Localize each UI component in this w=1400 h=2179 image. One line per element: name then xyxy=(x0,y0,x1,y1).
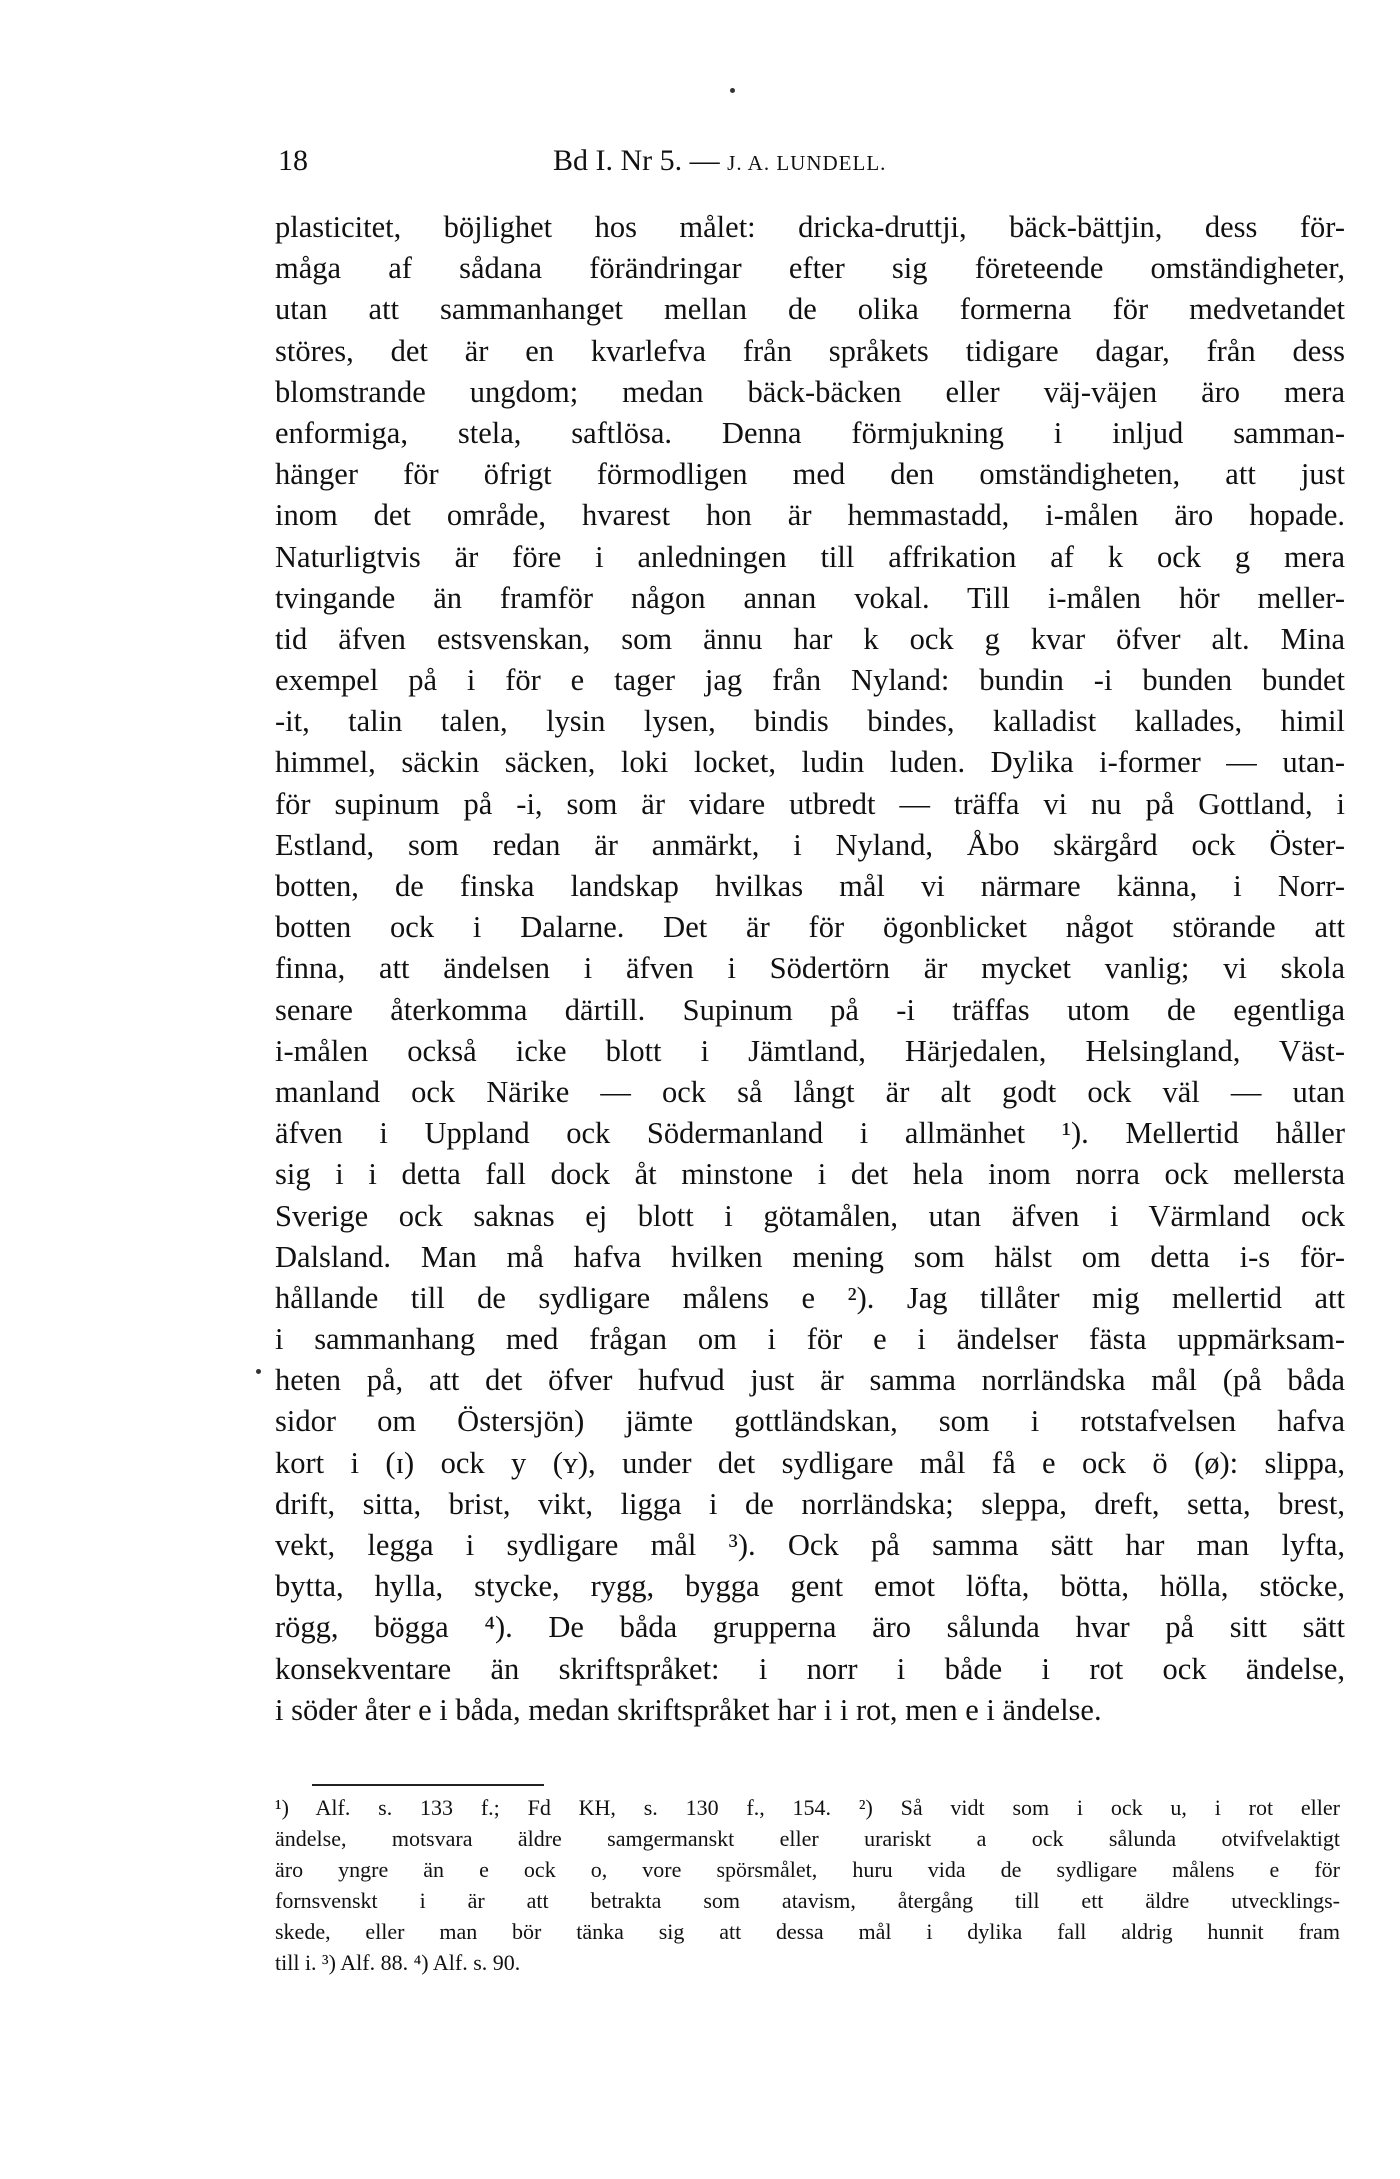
text-line: kort i (ɪ) ock y (ʏ), under det sydligare mål få e ock ö (ø): slippa, xyxy=(275,1445,1345,1480)
footnote-line: till i. ³) Alf. 88. ⁴) Alf. s. 90. xyxy=(275,1950,521,1975)
text-line: Dalsland. Man må hafva hvilken mening som hälst om detta i-s för- xyxy=(275,1239,1345,1274)
text-line: enformiga, stela, saftlösa. Denna förmjukning i inljud samman- xyxy=(275,415,1345,450)
running-title xyxy=(553,138,886,186)
text-line: Sverige ock saknas ej blott i götamålen, utan äfven i Värmland ock xyxy=(275,1198,1345,1233)
text-line: vekt, legga i sydligare mål ³). Ock på samma sätt har man lyfta, xyxy=(275,1528,1345,1562)
text-line: botten ock i Dalarne. Det är för ögonblicket något störande att xyxy=(275,910,1345,945)
text-line: tvingande än framför någon annan vokal. Till i-målen hör meller- xyxy=(275,580,1345,615)
text-line: konsekventare än skriftspråket: i norr i både i rot ock ändelse, xyxy=(275,1651,1345,1686)
text-line: tid äfven estsvenskan, som ännu har k ock g kvar öfver alt. Mina xyxy=(275,621,1345,656)
text-line: störes, det är en kvarlefva från språkets tidigare dagar, från dess xyxy=(275,333,1345,368)
text-line: hänger för öfrigt förmodligen med den omständigheten, att just xyxy=(275,457,1345,492)
running-header xyxy=(278,138,1328,184)
footnote-line: ¹) Alf. s. 133 f.; Fd KH, s. 130 f., 154. ²) Så vidt som i ock u, i rot eller xyxy=(275,1795,1340,1820)
text-line: hållande till de sydligare målens e ²). Jag tillåter mig mellertid att xyxy=(275,1280,1345,1315)
ink-speck xyxy=(730,88,735,93)
ink-speck xyxy=(256,1369,261,1374)
footnote-line: äro yngre än e ock o, vore spörsmålet, huru vida de sydligare målens e för xyxy=(275,1857,1340,1882)
text-line: exempel på i för e tager jag från Nyland: bundin -i bunden bundet xyxy=(275,663,1345,698)
text-line: i sammanhang med frågan om i för e i ändelser fästa uppmärksam- xyxy=(275,1322,1345,1357)
text-line: rögg, bögga ⁴). De båda grupperna äro sålunda hvar på sitt sätt xyxy=(275,1610,1345,1645)
text-line: himmel, säckin säcken, loki locket, ludin luden. Dylika i-former — utan- xyxy=(275,745,1345,780)
text-line: blomstrande ungdom; medan bäck-bäcken eller väj-väjen äro mera xyxy=(275,374,1345,409)
text-line: i söder åter e i båda, medan skriftspråket har i i rot, men e i ändelse. xyxy=(275,1692,1102,1727)
author-name: J. A. LUNDELL. xyxy=(727,151,887,175)
footnote-line: fornsvenskt i är att betrakta som atavism, återgång till ett äldre utvecklings- xyxy=(275,1888,1340,1913)
footnote-rule xyxy=(312,1784,544,1786)
text-line: -it, talin talen, lysin lysen, bindis bindes, kalladist kallades, himil xyxy=(275,704,1345,739)
text-line: i-målen också icke blott i Jämtland, Härjedalen, Helsingland, Väst- xyxy=(275,1033,1345,1068)
text-line: Estland, som redan är anmärkt, i Nyland, Åbo skärgård ock Öster- xyxy=(275,827,1345,862)
text-line: Naturligtvis är före i anledningen till affrikation af k ock g mera xyxy=(275,539,1345,574)
footnote-line: skede, eller man bör tänka sig att dessa mål i dylika fall aldrig hunnit fram xyxy=(275,1919,1340,1944)
text-line: plasticitet, böjlighet hos målet: dricka-druttji, bäck-bättjin, dess för- xyxy=(275,210,1345,244)
text-line: sig i i detta fall dock åt minstone i det hela inom norra ock mellersta xyxy=(275,1157,1345,1192)
text-line: drift, sitta, brist, vikt, ligga i de norrländska; sleppa, dreft, setta, brest, xyxy=(275,1486,1345,1521)
text-line: manland ock Närike — ock så långt är alt godt ock väl — utan xyxy=(275,1074,1345,1109)
page-number: 18 xyxy=(278,144,308,177)
text-line: heten på, att det öfver hufvud just är samma norrländska mål (på båda xyxy=(275,1363,1345,1398)
footnotes xyxy=(275,1792,1340,1978)
text-line: bytta, hylla, stycke, rygg, bygga gent emot löfta, bötta, hölla, stöcke, xyxy=(275,1569,1345,1604)
text-line: måga af sådana förändringar efter sig företeende omständigheter, xyxy=(275,251,1345,286)
text-line: utan att sammanhanget mellan de olika formerna för medvetandet xyxy=(275,292,1345,327)
text-line: för supinum på -i, som är vidare utbredt — träffa vi nu på Gottland, i xyxy=(275,786,1345,821)
volume-issue: Bd I. Nr 5. — xyxy=(553,144,720,177)
text-line: botten, de finska landskap hvilkas mål vi närmare känna, i Norr- xyxy=(275,869,1345,903)
text-line: finna, att ändelsen i äfven i Södertörn är mycket vanlig; vi skola xyxy=(275,951,1345,986)
text-line: äfven i Uppland ock Södermanland i allmänhet ¹). Mellertid håller xyxy=(275,1116,1345,1151)
body-text xyxy=(275,207,1345,1731)
text-line: inom det område, hvarest hon är hemmastadd, i-målen äro hopade. xyxy=(275,498,1345,533)
footnote-line: ändelse, motsvara äldre samgermanskt eller urariskt a ock sålunda otvifvelaktigt xyxy=(275,1826,1340,1851)
text-line: sidor om Östersjön) jämte gottländskan, som i rotstafvelsen hafva xyxy=(275,1404,1345,1439)
text-line: senare återkomma därtill. Supinum på -i träffas utom de egentliga xyxy=(275,992,1345,1027)
